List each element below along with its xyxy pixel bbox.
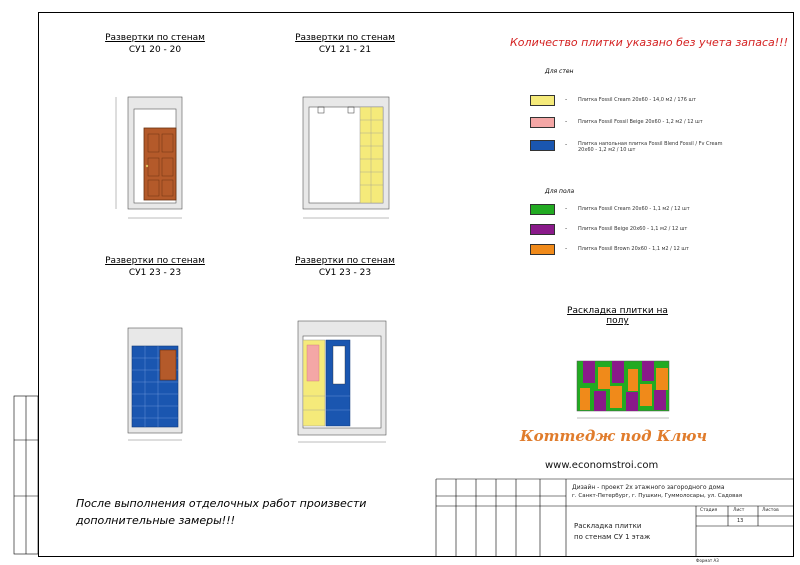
legend-walls-title: Для стен	[545, 68, 574, 75]
view-2-drawing	[303, 97, 389, 218]
view-2-subtitle: СУ1 21 - 21	[318, 45, 372, 55]
sheet-number: 13	[737, 518, 744, 524]
legend-floor-title: Для пола	[545, 188, 575, 195]
view-2-title: Развертки по стенам	[295, 33, 395, 43]
view-4-subtitle: СУ1 23 - 23	[318, 268, 372, 278]
legend-swatch-floor-3	[530, 244, 555, 255]
legend-floor-3: Плитка Fossil Brown 20x60 - 1,1 м2 / 12 шт	[578, 246, 689, 252]
legend-swatch-floor-2	[530, 224, 555, 235]
legend-floor-1: Плитка Fossil Cream 20x60 - 1,1 м2 / 12 шт	[578, 206, 690, 212]
view-4-title: Развертки по стенам	[295, 256, 395, 266]
col-sheets: Листов	[762, 508, 779, 513]
remeasure-note-line-1: После выполнения отделочных работ произвести	[76, 497, 367, 510]
view-3-title: Развертки по стенам	[105, 256, 205, 266]
view-1-title: Развертки по стенам	[105, 33, 205, 43]
legend-wall-1: Плитка Fossil Cream 20x60 - 14,0 м2 / 176 шт	[578, 97, 696, 103]
legend-wall-3: Плитка напольная плитка Fossil Blend Fossil / Fv Cream 20x60 - 1,2 м2 / 10 шт	[578, 141, 723, 153]
view-3-drawing	[128, 328, 182, 440]
view-3-subtitle: СУ1 23 - 23	[128, 268, 182, 278]
sheet-format: Формат А3	[696, 558, 719, 563]
brand-name: Коттедж под Ключ	[520, 427, 708, 445]
legend-swatch-floor-1	[530, 204, 555, 215]
view-1-drawing	[116, 97, 182, 218]
remeasure-note-line-2: дополнительные замеры!!!	[76, 514, 236, 527]
floor-layout-drawing	[577, 361, 669, 418]
view-1-subtitle: СУ1 20 - 20	[128, 45, 182, 55]
project-title-line-1: Дизайн - проект 2х этажного загородного дома	[572, 484, 725, 491]
legend-swatch-wall-1	[530, 95, 555, 106]
view-4-drawing	[298, 321, 386, 442]
col-sheet: Лист	[733, 508, 745, 513]
left-stamp-strip	[14, 396, 38, 554]
col-stage: Стадия	[700, 508, 718, 513]
tile-quantity-warning: Количество плитки указано без учета запаса!!!	[510, 36, 788, 49]
website-link[interactable]: www.economstroi.com	[545, 460, 659, 471]
drawing-name-line-1: Раскладка плитки	[574, 522, 642, 530]
legend-swatch-wall-3	[530, 140, 555, 151]
legend-wall-2: Плитка Fossil Fossil Beige 20x60 - 1,2 м2 / 12 шт	[578, 119, 703, 125]
drawing-name-line-2: по стенам СУ 1 этаж	[574, 533, 651, 541]
floor-layout-title: Раскладка плитки на полу	[567, 306, 668, 326]
legend-swatch-wall-2	[530, 117, 555, 128]
project-title-line-2: г. Санкт-Петербург, г. Пушкин, Гуммолосары, ул. Садовая	[572, 493, 743, 499]
legend-floor-2: Плитка Fossil Beige 20x60 - 1,1 м2 / 12 шт	[578, 226, 688, 232]
